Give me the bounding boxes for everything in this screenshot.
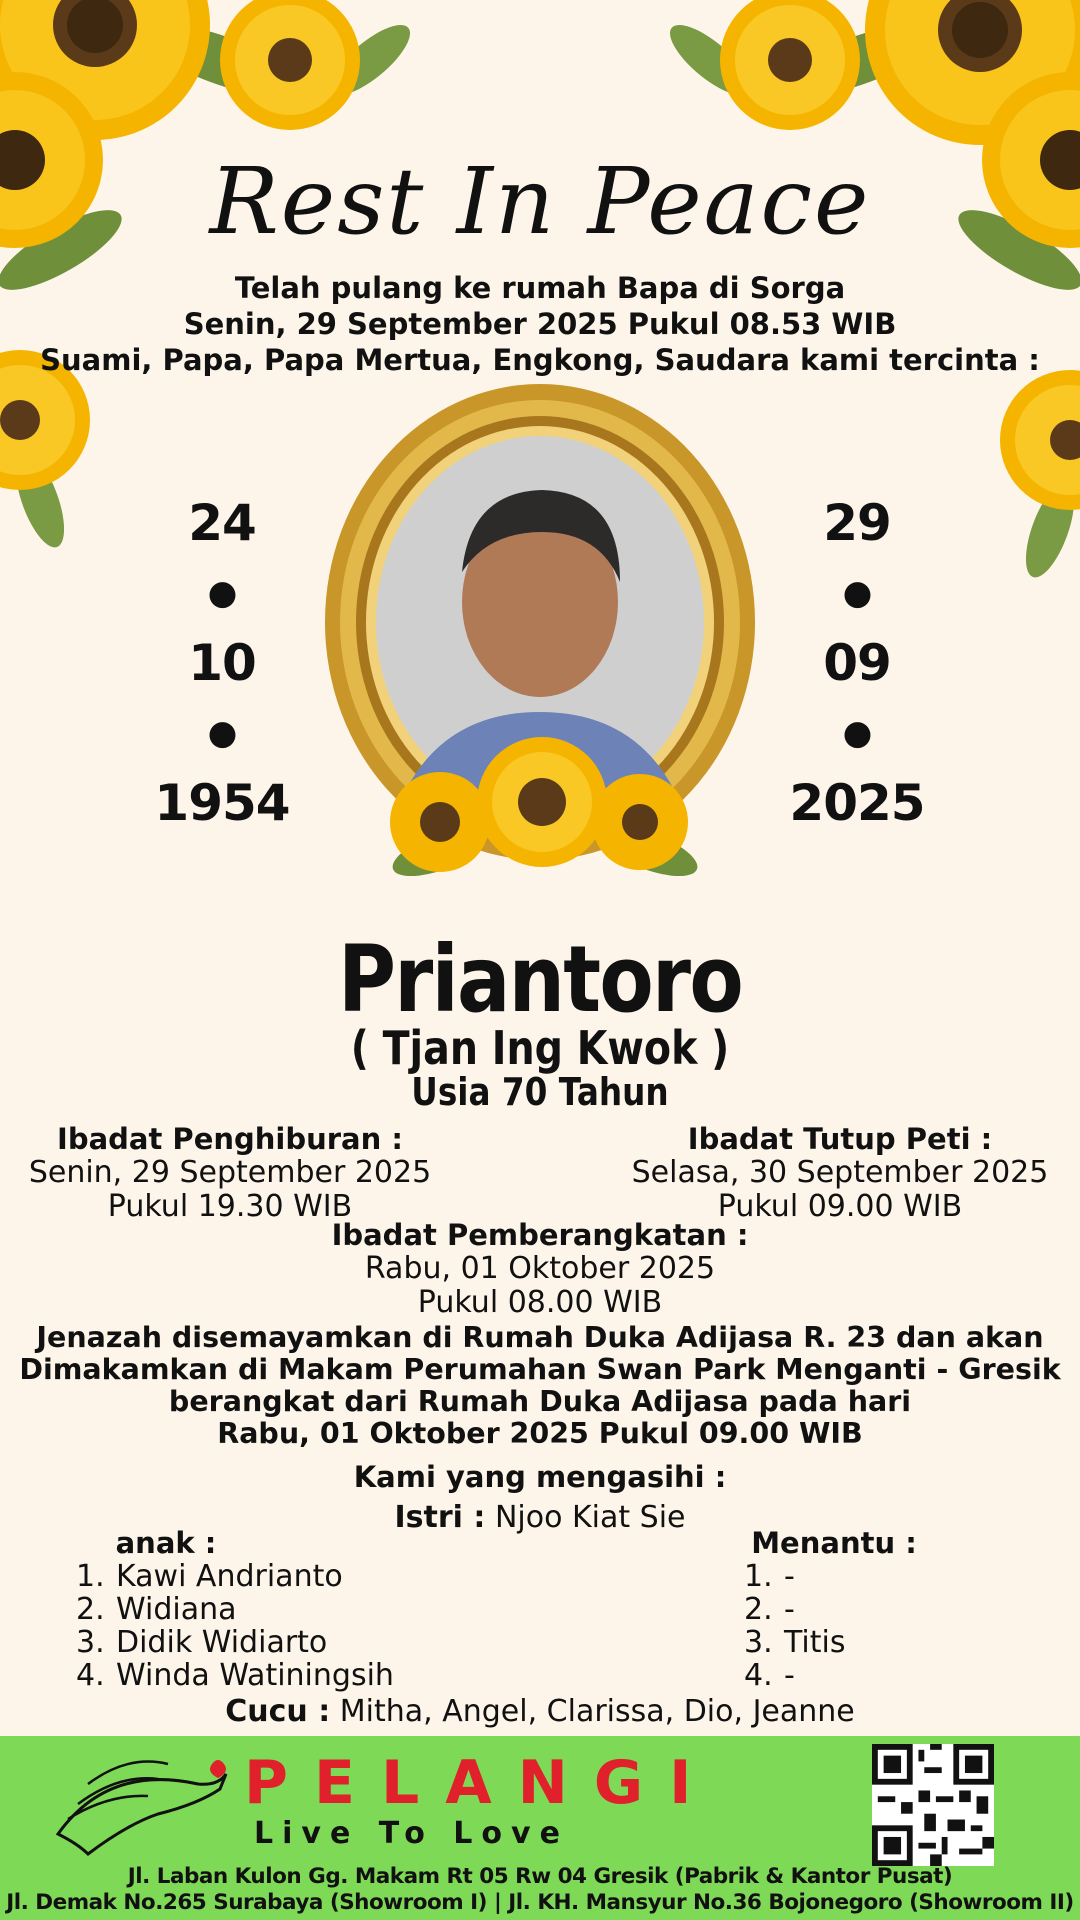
dove-logo-icon — [48, 1744, 238, 1864]
birth-date — [142, 488, 302, 838]
burial-line-2: Dimakamkan di Makam Perumahan Swan Park Menganti - Gresik — [19, 1353, 1061, 1386]
death-day: 29 — [823, 494, 891, 552]
death-date — [777, 488, 937, 838]
children-list — [76, 1526, 436, 1692]
list-item: 1. - — [744, 1559, 795, 1594]
service-heading: Ibadat Pemberangkatan : — [331, 1218, 749, 1252]
burial-line-1: Jenazah disemayamkan di Rumah Duka Adijasa R. 23 dan akan — [36, 1321, 1044, 1354]
date-separator: ● — [842, 573, 872, 613]
grandchildren — [0, 1694, 1080, 1730]
service-pemberangkatan — [0, 1218, 1080, 1320]
deceased-age: Usia 70 Tahun — [411, 1070, 669, 1114]
death-year: 2025 — [789, 774, 925, 832]
birth-day: 24 — [188, 494, 256, 552]
brand-name: PELANGI — [244, 1748, 718, 1818]
wife-name: Njoo Kiat Sie — [494, 1500, 686, 1535]
qr-code-icon — [872, 1744, 994, 1866]
list-item: 3. Titis — [744, 1625, 846, 1660]
burial-line-3: berangkat dari Rumah Duka Adijasa pada hari — [168, 1385, 912, 1418]
intro-line-1: Telah pulang ke rumah Bapa di Sorga — [234, 271, 846, 305]
brand-tagline: Live To Love — [254, 1816, 569, 1851]
service-time: Pukul 19.30 WIB — [107, 1189, 353, 1224]
page-title: Rest In Peace — [209, 148, 871, 255]
address-line-2: Jl. Demak No.265 Surabaya (Showroom I) | Jl. KH. Mansyur No.36 Bojonegoro (Showroom II) — [6, 1890, 1074, 1915]
in-laws-list — [744, 1526, 1004, 1692]
burial-info — [0, 1322, 1080, 1450]
wife-label: Istri : — [394, 1500, 486, 1535]
death-month: 09 — [823, 634, 891, 692]
service-date: Rabu, 01 Oktober 2025 — [364, 1251, 716, 1286]
burial-line-4: Rabu, 01 Oktober 2025 Pukul 09.00 WIB — [217, 1417, 863, 1450]
service-time: Pukul 09.00 WIB — [717, 1189, 963, 1224]
intro-line-3: Suami, Papa, Papa Mertua, Engkong, Saudara kami tercinta : — [40, 343, 1040, 377]
service-heading: Ibadat Tutup Peti : — [687, 1122, 993, 1156]
list-item: 2. - — [744, 1592, 795, 1627]
address-line-1: Jl. Laban Kulon Gg. Makam Rt 05 Rw 04 Gresik (Pabrik & Kantor Pusat) — [127, 1864, 953, 1889]
deceased-name: Priantoro — [338, 926, 742, 1033]
family-heading: Kami yang mengasihi : — [353, 1460, 727, 1494]
service-heading: Ibadat Penghiburan : — [57, 1122, 403, 1156]
in-laws-heading: Menantu : — [751, 1526, 917, 1560]
list-item: 1. Kawi Andrianto — [76, 1559, 343, 1594]
service-tutup-peti — [620, 1122, 1060, 1224]
birth-month: 10 — [188, 634, 256, 692]
footer-banner — [0, 1736, 1080, 1920]
service-date: Senin, 29 September 2025 — [28, 1155, 432, 1190]
service-time: Pukul 08.00 WIB — [417, 1285, 663, 1320]
list-item: 2. Widiana — [76, 1592, 237, 1627]
list-item: 3. Didik Widiarto — [76, 1625, 328, 1660]
children-heading: anak : — [115, 1526, 217, 1560]
grandchildren-names: Mitha, Angel, Clarissa, Dio, Jeanne — [339, 1694, 855, 1729]
date-separator: ● — [207, 573, 237, 613]
intro-line-2: Senin, 29 September 2025 Pukul 08.53 WIB — [183, 307, 897, 341]
date-separator: ● — [207, 713, 237, 753]
portrait-frame — [320, 382, 760, 932]
service-penghiburan — [10, 1122, 450, 1224]
list-item: 4. - — [744, 1658, 795, 1693]
birth-year: 1954 — [154, 774, 290, 832]
list-item: 4. Winda Watiningsih — [76, 1658, 394, 1693]
date-separator: ● — [842, 713, 872, 753]
service-date: Selasa, 30 September 2025 — [631, 1155, 1049, 1190]
grandchildren-label: Cucu : — [225, 1694, 331, 1729]
deceased-alias: ( Tjan Ing Kwok ) — [350, 1021, 730, 1075]
